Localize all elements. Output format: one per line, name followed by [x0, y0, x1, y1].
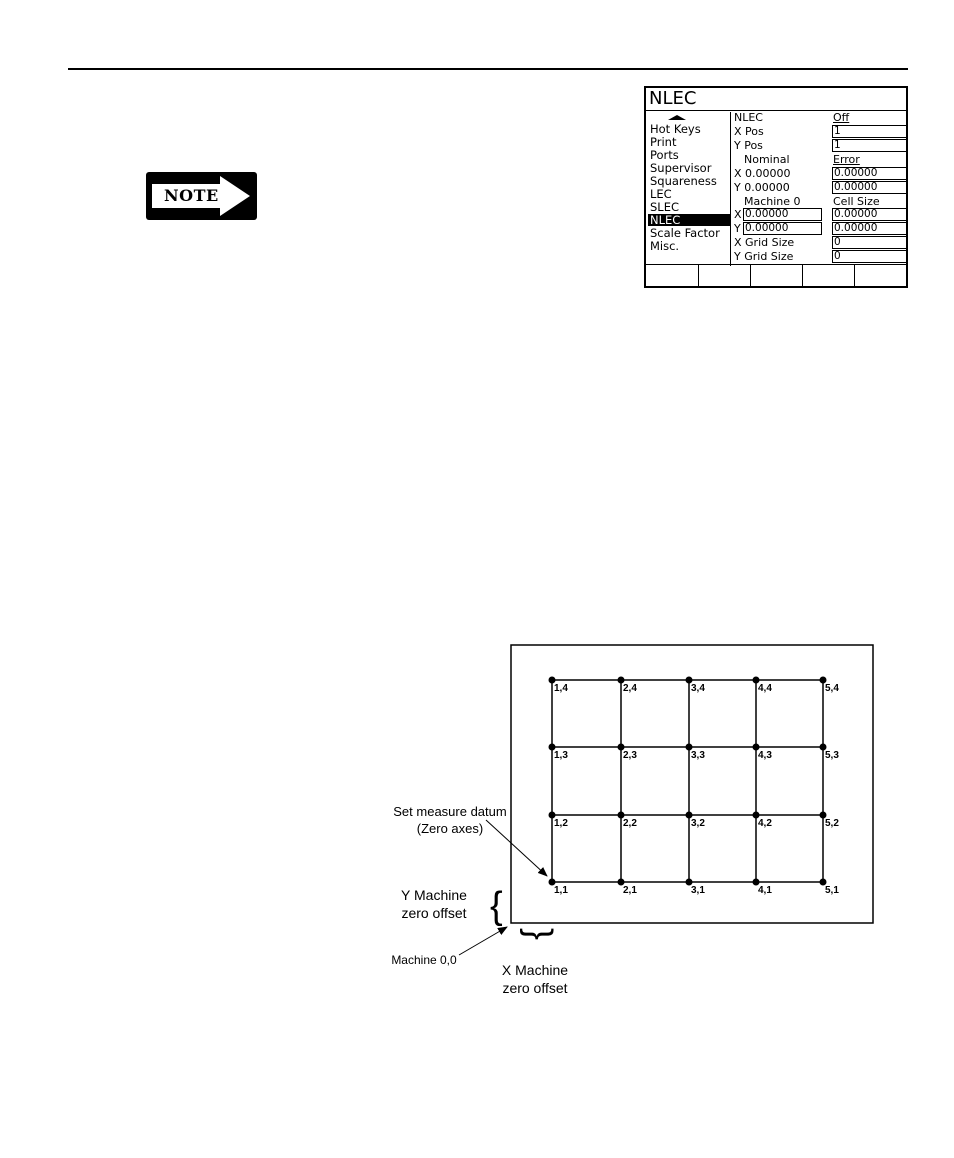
machine-travel-frame — [511, 645, 873, 923]
datum-label-2: (Zero axes) — [416, 821, 484, 836]
grid-point-label: 5,1 — [825, 885, 839, 896]
grid-lines — [552, 680, 823, 882]
menu-item-misc[interactable]: Misc. — [650, 239, 680, 253]
grid-point-dot — [549, 744, 556, 751]
grid-point-label: 1,3 — [554, 750, 568, 761]
grid-point-dot — [549, 677, 556, 684]
header-rule — [68, 68, 908, 70]
grid-point-label: 3,1 — [691, 885, 705, 896]
grid-point-label: 2,3 — [623, 750, 637, 761]
x-nominal-value: X 0.00000 — [734, 167, 791, 180]
ygrid-field[interactable]: 0 — [832, 250, 908, 263]
error-label: Error — [833, 153, 860, 166]
y-machine-field[interactable]: 0.00000 — [743, 222, 822, 235]
grid-point-label: 4,4 — [758, 683, 772, 694]
ygrid-label: Y Grid Size — [734, 250, 794, 263]
menu-item-lec[interactable]: LEC — [650, 187, 672, 201]
grid-point-label: 5,2 — [825, 818, 839, 829]
ypos-field[interactable]: 1 — [832, 139, 908, 152]
y-offset-brace-icon: { — [490, 885, 503, 927]
grid-point-label: 1,2 — [554, 818, 568, 829]
menu-item-print[interactable]: Print — [650, 135, 677, 149]
grid-point-label: 4,2 — [758, 818, 772, 829]
menu-item-squareness[interactable]: Squareness — [650, 174, 717, 188]
grid-point-dot — [820, 812, 827, 819]
grid-point-dot — [618, 677, 625, 684]
grid-point-dot — [686, 812, 693, 819]
note-badge — [146, 172, 257, 220]
grid-point-dot — [686, 879, 693, 886]
grid-point-label: 5,4 — [825, 683, 839, 694]
x-offset-brace-icon: { — [513, 927, 554, 940]
y-error-field[interactable]: 0.00000 — [832, 181, 908, 194]
grid-point-label: 4,1 — [758, 885, 772, 896]
y-offset-label-2: zero offset — [401, 905, 467, 921]
ypos-label: Y Pos — [734, 139, 763, 152]
x-offset-label-1: X Machine — [501, 962, 569, 978]
grid-point-label: 2,2 — [623, 818, 637, 829]
grid-point-dot — [753, 677, 760, 684]
x-error-field[interactable]: 0.00000 — [832, 167, 908, 180]
grid-point-dot — [820, 744, 827, 751]
menu-item-scale-factor[interactable]: Scale Factor — [650, 226, 720, 240]
y-cell-field[interactable]: 0.00000 — [832, 222, 908, 235]
grid-point-dot — [820, 677, 827, 684]
softkey-3[interactable] — [751, 265, 803, 286]
softkey-5[interactable] — [855, 265, 906, 286]
grid-point-label: 3,3 — [691, 750, 705, 761]
grid-point-dot — [618, 812, 625, 819]
grid-point-dot — [753, 744, 760, 751]
nlec-label: NLEC — [734, 111, 763, 124]
grid-point-dot — [753, 812, 760, 819]
y-machine-prefix: Y — [734, 222, 741, 235]
xgrid-label: X Grid Size — [734, 236, 795, 249]
grid-point-label: 2,4 — [623, 683, 637, 694]
x-offset-label-2: zero offset — [502, 980, 568, 996]
x-cell-field[interactable]: 0.00000 — [832, 208, 908, 221]
grid-point-dot — [686, 677, 693, 684]
grid-point-dot — [820, 879, 827, 886]
nominal-label: Nominal — [744, 153, 790, 166]
menu-item-slec[interactable]: SLEC — [650, 200, 680, 214]
nlec-toggle[interactable]: Off — [833, 111, 850, 124]
grid-point-dot — [549, 879, 556, 886]
xgrid-field[interactable]: 0 — [832, 236, 908, 249]
machine0-label: Machine 0 — [744, 195, 801, 208]
origin-arrow — [459, 927, 507, 955]
grid-point-dot — [549, 812, 556, 819]
grid-point-dot — [618, 744, 625, 751]
menu-item-hot-keys[interactable]: Hot Keys — [650, 122, 701, 136]
grid-point-dot — [753, 879, 760, 886]
lcd-menu — [646, 112, 731, 266]
menu-item-supervisor[interactable]: Supervisor — [650, 161, 712, 175]
lcd-screen — [644, 86, 908, 288]
grid-points — [549, 677, 840, 897]
y-offset-label-1: Y Machine — [401, 887, 467, 903]
scroll-up-icon[interactable] — [668, 115, 686, 120]
grid-point-label: 4,3 — [758, 750, 772, 761]
grid-point-dot — [618, 879, 625, 886]
xpos-label: X Pos — [734, 125, 764, 138]
menu-item-ports[interactable]: Ports — [650, 148, 679, 162]
x-machine-field[interactable]: 0.00000 — [743, 208, 822, 221]
grid-point-label: 3,4 — [691, 683, 705, 694]
x-machine-prefix: X — [734, 208, 742, 221]
grid-point-label: 1,1 — [554, 885, 568, 896]
softkey-2[interactable] — [699, 265, 751, 286]
lcd-title-divider — [646, 110, 906, 111]
xpos-field[interactable]: 1 — [832, 125, 908, 138]
note-label: NOTE — [164, 186, 219, 205]
grid-point-label: 5,3 — [825, 750, 839, 761]
lcd-title: NLEC — [649, 88, 697, 109]
grid-point-label: 2,1 — [623, 885, 637, 896]
cellsize-label: Cell Size — [833, 195, 880, 208]
datum-label-1: Set measure datum — [393, 804, 507, 819]
machine-origin-label: Machine 0,0 — [391, 953, 457, 967]
softkey-1[interactable] — [646, 265, 699, 286]
menu-item-nlec[interactable]: NLEC — [648, 214, 730, 226]
grid-point-dot — [686, 744, 693, 751]
grid-point-label: 1,4 — [554, 683, 568, 694]
grid-point-label: 3,2 — [691, 818, 705, 829]
y-nominal-value: Y 0.00000 — [734, 181, 790, 194]
softkey-4[interactable] — [803, 265, 855, 286]
